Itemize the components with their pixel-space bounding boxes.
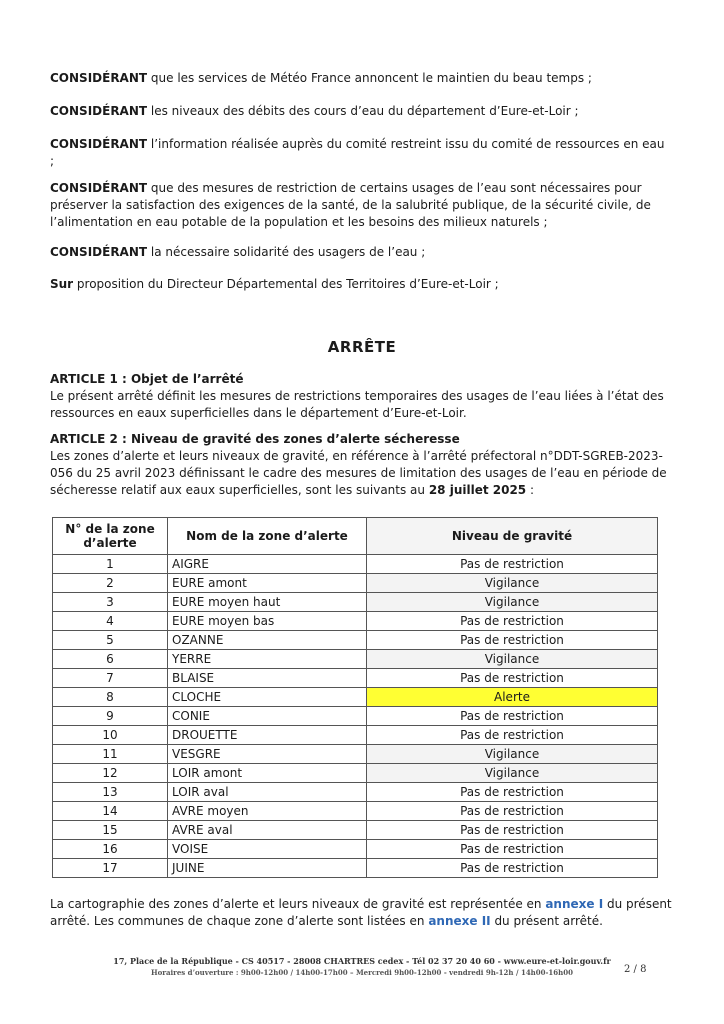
severity-level-cell: Pas de restriction — [367, 802, 658, 821]
closing-paragraph — [50, 896, 672, 930]
closing-text: du présent arrêté. Les communes de chaque zone d’alerte sont listées en — [50, 897, 672, 928]
zone-name-cell: OZANNE — [168, 631, 367, 650]
annexe-1-link[interactable]: annexe I — [545, 897, 604, 911]
considerant-lead: CONSIDÉRANT — [50, 181, 148, 195]
zone-number-cell: 9 — [53, 707, 168, 726]
zone-number-cell: 12 — [53, 764, 168, 783]
footer-address: 17, Place de la République - CS 40517 - 28008 CHARTRES cedex - Tél 02 37 20 40 60 - www.eure-et-loir.gouv.fr — [113, 956, 611, 966]
footer-hours: Horaires d’ouverture : 9h00-12h00 / 14h00-17h00 – Mercredi 9h00-12h00 - vendredi 9h-12h / 14h00-16h00 — [151, 968, 573, 977]
table-row — [53, 745, 658, 764]
considerant-5 — [50, 244, 672, 261]
severity-level-cell: Vigilance — [367, 745, 658, 764]
zone-number-cell: 3 — [53, 593, 168, 612]
proposition-lead: Sur — [50, 277, 74, 291]
article-1 — [50, 371, 672, 422]
table-row — [53, 593, 658, 612]
zone-name-cell: CONIE — [168, 707, 367, 726]
proposition-text: proposition du Directeur Départemental des Territoires d’Eure-et-Loir ; — [73, 277, 499, 291]
severity-level-cell: Pas de restriction — [367, 840, 658, 859]
severity-level-cell: Vigilance — [367, 650, 658, 669]
proposition-paragraph — [50, 276, 672, 293]
severity-level-cell: Pas de restriction — [367, 555, 658, 574]
table-header-row — [53, 518, 658, 555]
table-row — [53, 707, 658, 726]
zone-name-cell: DROUETTE — [168, 726, 367, 745]
considerant-3 — [50, 136, 672, 170]
article-2-body — [50, 448, 672, 499]
zone-name-cell: VESGRE — [168, 745, 367, 764]
article-2-text: Les zones d’alerte et leurs niveaux de gravité, en référence à l’arrêté préfectoral n°DDT-SGREB-2023-056 du 25 avril 2023 définissant le cadre des mesures de limitation des usages de l’eau en période de sécheresse relatif aux eaux superficielles, sont les suivants au — [50, 449, 667, 497]
table-row — [53, 802, 658, 821]
header-zone-number: N° de la zone d’alerte — [53, 518, 168, 555]
table-row — [53, 764, 658, 783]
severity-level-cell: Pas de restriction — [367, 783, 658, 802]
severity-level-cell: Pas de restriction — [367, 669, 658, 688]
zone-name-cell: JUINE — [168, 859, 367, 878]
zone-name-cell: EURE moyen bas — [168, 612, 367, 631]
zone-name-cell: EURE moyen haut — [168, 593, 367, 612]
table-row — [53, 688, 658, 707]
table-row — [53, 821, 658, 840]
considerant-text: l’information réalisée auprès du comité restreint issu du comité de ressources en eau ; — [50, 137, 665, 168]
considerant-4 — [50, 180, 672, 231]
considerant-text: que des mesures de restriction de certains usages de l’eau sont nécessaires pour préserver la satisfaction des exigences de la santé, de la salubrité publique, de la sécurité civile, de l’alimentation en eau potable de la population et les besoins des milieux naturels ; — [50, 181, 651, 229]
zone-number-cell: 17 — [53, 859, 168, 878]
considerant-text: la nécessaire solidarité des usagers de l’eau ; — [147, 245, 426, 259]
page-number: 2 / 8 — [624, 964, 647, 975]
zone-name-cell: AIGRE — [168, 555, 367, 574]
zone-number-cell: 7 — [53, 669, 168, 688]
severity-level-cell: Vigilance — [367, 574, 658, 593]
table-row — [53, 783, 658, 802]
zone-number-cell: 11 — [53, 745, 168, 764]
closing-text: du présent arrêté. — [490, 914, 603, 928]
table-row — [53, 859, 658, 878]
article-2-date: 28 juillet 2025 — [428, 483, 527, 497]
considerant-text: que les services de Météo France annoncent le maintien du beau temps ; — [147, 71, 592, 85]
article-2-tail: : — [526, 483, 535, 497]
table-row — [53, 612, 658, 631]
table-row — [53, 631, 658, 650]
zone-number-cell: 10 — [53, 726, 168, 745]
severity-level-cell: Pas de restriction — [367, 631, 658, 650]
zone-number-cell: 8 — [53, 688, 168, 707]
table-row — [53, 574, 658, 593]
header-zone-name: Nom de la zone d’alerte — [168, 518, 367, 555]
considerant-2 — [50, 103, 672, 120]
alert-zones-table — [52, 517, 658, 878]
considerant-lead: CONSIDÉRANT — [50, 245, 148, 259]
zone-number-cell: 16 — [53, 840, 168, 859]
zone-number-cell: 4 — [53, 612, 168, 631]
zone-name-cell: EURE amont — [168, 574, 367, 593]
considerant-lead: CONSIDÉRANT — [50, 137, 148, 151]
zone-number-cell: 14 — [53, 802, 168, 821]
severity-level-cell: Pas de restriction — [367, 707, 658, 726]
zone-number-cell: 13 — [53, 783, 168, 802]
severity-level-cell: Vigilance — [367, 593, 658, 612]
header-severity-level: Niveau de gravité — [367, 518, 658, 555]
zone-name-cell: YERRE — [168, 650, 367, 669]
considerant-1 — [50, 70, 672, 87]
article-2 — [50, 431, 672, 499]
article-1-body: Le présent arrêté définit les mesures de restrictions temporaires des usages de l’eau liées à l’état des ressources en eaux superficielles dans le département d’Eure-et-Loir. — [50, 389, 664, 420]
zone-name-cell: BLAISE — [168, 669, 367, 688]
zone-name-cell: AVRE aval — [168, 821, 367, 840]
severity-level-cell: Pas de restriction — [367, 612, 658, 631]
zone-name-cell: VOISE — [168, 840, 367, 859]
zone-number-cell: 1 — [53, 555, 168, 574]
severity-level-cell: Pas de restriction — [367, 859, 658, 878]
zone-number-cell: 6 — [53, 650, 168, 669]
zone-name-cell: CLOCHE — [168, 688, 367, 707]
zone-name-cell: LOIR amont — [168, 764, 367, 783]
zone-name-cell: AVRE moyen — [168, 802, 367, 821]
table-row — [53, 555, 658, 574]
considerant-text: les niveaux des débits des cours d’eau du département d’Eure-et-Loir ; — [147, 104, 579, 118]
table-row — [53, 726, 658, 745]
severity-level-cell: Pas de restriction — [367, 821, 658, 840]
severity-level-cell: Pas de restriction — [367, 726, 658, 745]
table-row — [53, 669, 658, 688]
severity-level-cell: Vigilance — [367, 764, 658, 783]
closing-text: La cartographie des zones d’alerte et leurs niveaux de gravité est représentée en — [50, 897, 546, 911]
considerant-lead: CONSIDÉRANT — [50, 104, 148, 118]
article-2-heading: ARTICLE 2 : Niveau de gravité des zones d’alerte sécheresse — [50, 432, 460, 446]
annexe-2-link[interactable]: annexe II — [428, 914, 491, 928]
zone-number-cell: 5 — [53, 631, 168, 650]
severity-level-cell: Alerte — [367, 688, 658, 707]
considerant-lead: CONSIDÉRANT — [50, 71, 148, 85]
decree-title: ARRÊTE — [327, 338, 397, 356]
table-row — [53, 840, 658, 859]
article-1-heading: ARTICLE 1 : Objet de l’arrêté — [50, 372, 244, 386]
zone-name-cell: LOIR aval — [168, 783, 367, 802]
table-row — [53, 650, 658, 669]
zone-number-cell: 2 — [53, 574, 168, 593]
zone-number-cell: 15 — [53, 821, 168, 840]
